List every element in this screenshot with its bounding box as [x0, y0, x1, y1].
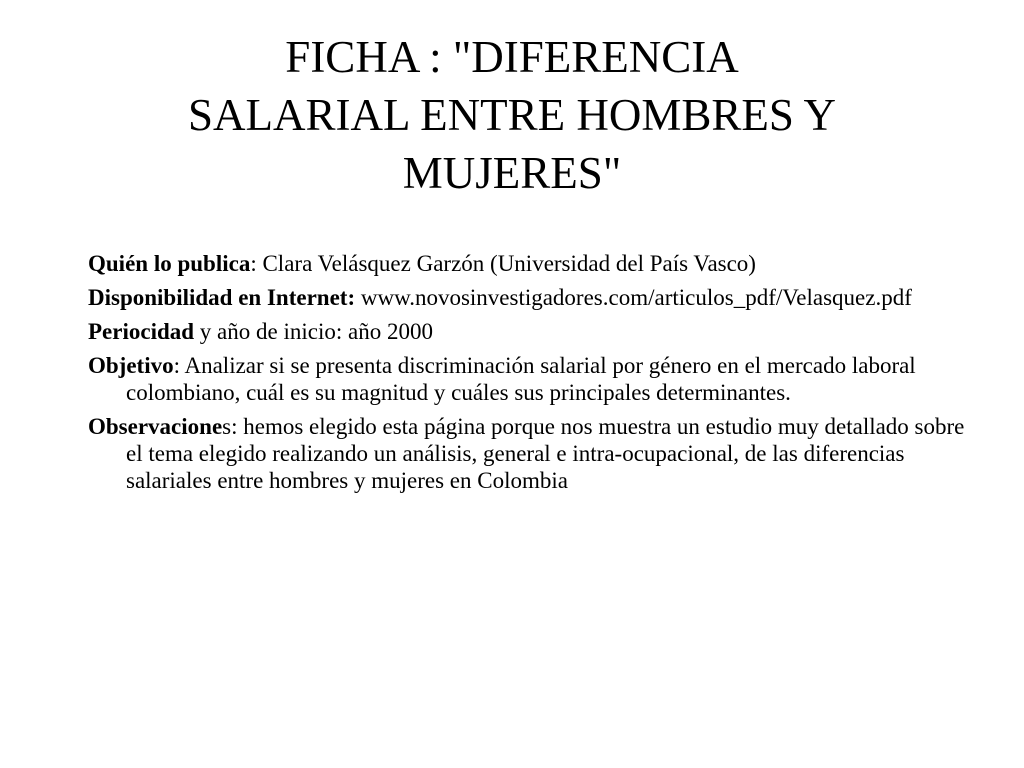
publisher-item [88, 250, 968, 277]
publisher-text: : Clara Velásquez Garzón (Universidad del País Vasco) [250, 251, 756, 276]
observations-text: s: hemos elegido esta página porque nos muestra un estudio muy detallado sobre el tema elegido realizando un análisis, general e intra-ocupacional, de las diferencias salariales entre hombres y mujeres en Colombia [126, 414, 965, 493]
publisher-label: Quién lo publica [88, 251, 251, 276]
availability-label: Disponibilidad en Internet: [88, 285, 356, 310]
availability-url: www.novosinvestigadores.com/articulos_pdf/Velasquez.pdf [355, 285, 912, 310]
title-line-3: MUJERES" [402, 148, 622, 198]
periodicity-label: Periocidad [88, 319, 195, 344]
periodicity-item [88, 318, 968, 345]
observations-item [88, 413, 968, 494]
slide-body [88, 250, 968, 501]
observations-label: Observacione [88, 414, 223, 439]
availability-item [88, 284, 968, 311]
title-line-2: SALARIAL ENTRE HOMBRES Y [188, 90, 836, 140]
objective-text: : Analizar si se presenta discriminación salarial por género en el mercado laboral colombiano, cuál es su magnitud y cuáles sus principales determinantes. [126, 353, 916, 405]
objective-label: Objetivo [88, 353, 174, 378]
title-line-1: FICHA : "DIFERENCIA [285, 32, 739, 82]
objective-item [88, 352, 968, 406]
slide-title [60, 28, 964, 202]
periodicity-text: y año de inicio: año 2000 [194, 319, 433, 344]
